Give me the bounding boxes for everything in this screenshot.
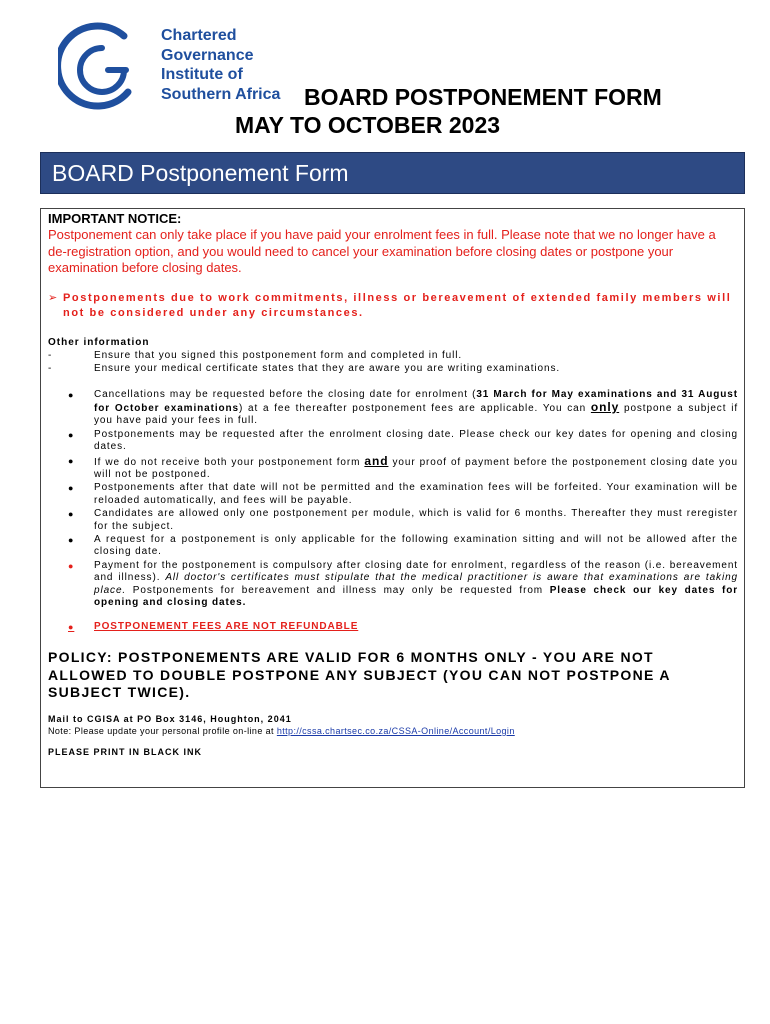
- list-item: [48, 455, 738, 481]
- document-title: BOARD POSTPONEMENT FORM: [304, 84, 662, 110]
- text-run-underline: only: [590, 399, 620, 414]
- dash-bullet: -: [48, 362, 53, 374]
- bullet-dot-icon: ●: [68, 535, 75, 546]
- text-run: Postponements for bereavement and illness may only be requested from: [126, 584, 550, 596]
- mail-address: Mail to CGISA at PO Box 3146, Houghton, 2041: [48, 713, 292, 724]
- text-run-bold: Please check our key dates for opening and closing dates.: [94, 584, 739, 608]
- org-name-line: Institute of: [161, 66, 243, 83]
- list-item: [48, 429, 738, 453]
- text-run-bold: 31 March for May examinations and 31 August for October examinations: [94, 388, 739, 414]
- notice-text: Postponement can only take place if you have paid your enrolment fees in full. Please note that we no longer have a de-registration option, and you would need to cancel your examination before closing dates or postpone your examination before closing dates.: [48, 227, 716, 275]
- list-item-text: Postponements may be requested after the enrolment closing date. Please check our key dates for opening and closing dates.: [94, 428, 738, 452]
- policy-statement: POLICY: POSTPONEMENTS ARE VALID FOR 6 MONTHS ONLY - YOU ARE NOT ALLOWED TO DOUBLE POSTPONE ANY SUBJECT (YOU CAN NOT POSTPONE A SUBJECT TWICE).: [48, 649, 671, 701]
- text-run-italic: All doctor's certificates must stipulate that the medical practitioner is aware that examinations are taking place.: [94, 572, 738, 596]
- note-text: Note: Please update your personal profile on-line at: [48, 725, 277, 736]
- text-run: Cancellations may be requested before the closing date for enrolment (: [94, 388, 477, 400]
- other-info-text: Ensure that you signed this postponement form and completed in full.: [94, 349, 463, 361]
- cgisa-logo-icon: [58, 22, 168, 112]
- list-item-text: Candidates are allowed only one postponement per module, which is valid for 6 months. Thereafter they must reregister for the subject.: [94, 508, 738, 532]
- list-item: [48, 508, 738, 532]
- list-item: [48, 482, 738, 506]
- notice-heading: IMPORTANT NOTICE:: [48, 211, 182, 226]
- list-item: [48, 389, 738, 428]
- list-item: [48, 534, 738, 558]
- list-item-text: A request for a postponement is only applicable for the following examination sitting and will not be allowed after the closing date.: [94, 534, 738, 558]
- list-item-refund-notice: [48, 621, 738, 633]
- text-run: postpone a subject if you have paid your fees in full.: [94, 402, 738, 426]
- bullet-dot-icon: ●: [68, 561, 75, 572]
- org-name-line: Chartered: [161, 27, 237, 44]
- warning-text: Postponements due to work commitments, illness or bereavement of extended family members will not be considered under any circumstances.: [63, 291, 732, 319]
- bullet-dot-icon: ●: [68, 621, 75, 632]
- warning-item: [48, 291, 738, 322]
- other-info-item: [48, 349, 738, 362]
- org-name-line: Governance: [161, 46, 254, 64]
- print-instruction: PLEASE PRINT IN BLACK INK: [48, 746, 203, 757]
- bullet-dot-icon: ●: [68, 509, 75, 520]
- profile-login-link[interactable]: http://cssa.chartsec.co.za/CSSA-Online/Account/Login: [276, 725, 515, 736]
- text-run: Payment for the postponement is compulsory after closing date for enrolment, regardless of the reason (i.e. bereavement and illness).: [94, 560, 738, 584]
- org-name-line: Southern Africa: [161, 85, 281, 103]
- text-run: If we do not receive both your postponement form: [94, 456, 365, 468]
- list-item-text: [94, 389, 738, 428]
- bullet-dot-icon: ●: [68, 455, 75, 466]
- list-item-text: [94, 455, 738, 481]
- dash-bullet: -: [48, 349, 53, 361]
- bullet-dot-icon: ●: [68, 429, 75, 440]
- form-banner: BOARD Postponement Form: [40, 152, 745, 194]
- other-info-item: [48, 362, 738, 375]
- notice-box: [40, 208, 745, 788]
- text-run: ) at a fee thereafter postponement fees are applicable. You can: [239, 402, 591, 414]
- list-item-text: Postponements after that date will not be permitted and the examination fees will be forfeited. Your examination will be reloaded automatically, and fees will be payable.: [94, 482, 738, 506]
- rules-list: [48, 389, 738, 634]
- profile-note: [48, 725, 738, 737]
- organisation-name: [161, 26, 280, 104]
- document-subtitle: MAY TO OCTOBER 2023: [235, 112, 501, 138]
- arrow-bullet-icon: ➢: [48, 291, 58, 304]
- other-info-heading: Other information: [48, 336, 150, 348]
- text-run-underline: and: [364, 453, 389, 468]
- list-item: [48, 560, 738, 609]
- other-info-text: Ensure your medical certificate states that they are aware you are writing examinations.: [94, 362, 561, 374]
- bullet-dot-icon: ●: [68, 483, 75, 494]
- list-item-text: [94, 560, 738, 609]
- refund-notice-text: POSTPONEMENT FEES ARE NOT REFUNDABLE: [94, 620, 359, 632]
- text-run: your proof of payment before the postponement closing date you will not be postponed.: [94, 456, 738, 480]
- bullet-dot-icon: ●: [68, 389, 75, 400]
